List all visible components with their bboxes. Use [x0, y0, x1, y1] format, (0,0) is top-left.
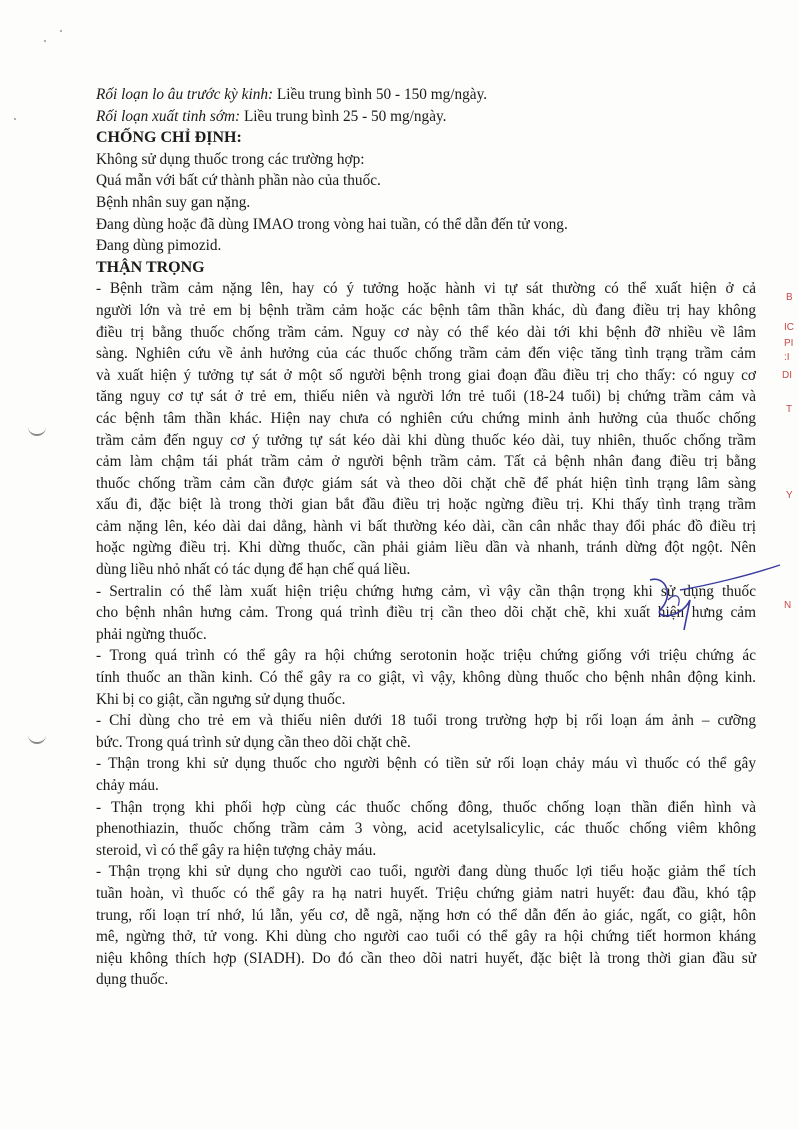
- precaution-line: - Thận trong khi sử dụng thuốc cho người bệnh có tiền sử rối loạn chảy máu vì thuốc có thể gây: [96, 755, 756, 773]
- precaution-line: sàng. Nghiên cứu về ảnh hưởng của các thuốc chống trầm cảm đến việc tăng tình trạng trầm cảm: [96, 345, 756, 363]
- precaution-line: dùng liều nhỏ nhất có tác dụng để hạn chế quá liều.: [96, 561, 411, 579]
- precaution-line: - Trong quá trình có thể gây ra hội chứng serotonin hoặc triệu chứng giống với triệu chứng ác: [96, 647, 756, 665]
- scan-speck: [14, 118, 16, 120]
- precaution-line: phenothiazin, thuốc chống trầm cảm 3 vòng, acid acetylsalicylic, các thuốc chống viêm không: [96, 820, 756, 838]
- precaution-line: bức. Trong quá trình sử dụng cần theo dõi chặt chẽ.: [96, 733, 411, 751]
- contraindication-line: Không sử dụng thuốc trong các trường hợp:: [96, 150, 365, 168]
- precaution-line: trung, rối loạn trí nhớ, lú lẫn, yếu cơ, dễ ngã, nặng hơn có thể dẫn đến ảo giác, ngất, co giật, hôn: [96, 906, 756, 924]
- contraindication-line: Đang dùng hoặc đã dùng IMAO trong vòng hai tuần, có thể dẫn đến tử vong.: [96, 215, 568, 233]
- precaution-line: trầm cảm đến nguy cơ ý tưởng tự sát kéo dài khi dùng thuốc kéo dài, tuy nhiên, thuốc chống trầm: [96, 431, 756, 449]
- precaution-line: cảm nặng lên, kéo dài dai dẳng, hành vi bất thường kéo dài, cần cân nhắc thay đổi phác đồ điều trị: [96, 517, 756, 535]
- contraindication-line: Quá mẫn với bất cứ thành phần nào của thuốc.: [96, 172, 381, 190]
- contraindications-list: [96, 149, 756, 257]
- stamp-fragment: T: [786, 404, 793, 415]
- precaution-line: điều trị bằng thuốc chống trầm cảm. Nguy cơ này có thể kéo dài tới khi bệnh đỡ nhiều về lâm: [96, 323, 756, 341]
- contraindications-heading: CHỐNG CHỈ ĐỊNH:: [96, 129, 242, 147]
- stamp-fragment: PI: [784, 338, 794, 349]
- dosage-text: Liều trung bình 25 - 50 mg/ngày.: [240, 107, 447, 125]
- binder-hole-top: [28, 420, 46, 436]
- dosage-line: [96, 84, 756, 106]
- precaution-line: chảy máu.: [96, 777, 159, 794]
- document-body: [96, 84, 756, 991]
- stamp-fragment: Y: [786, 490, 793, 501]
- precaution-line: Khi bị co giật, cần ngưng sử dụng thuốc.: [96, 690, 346, 708]
- scan-speck: [44, 40, 46, 42]
- dosage-line: [96, 106, 756, 128]
- precaution-line: tuần hoàn, vì thuốc có thể gây ra hạ natri huyết. Triệu chứng giảm natri huyết: đau đầu, khó tập: [96, 884, 756, 902]
- precaution-line: mê, ngừng thở, tử vong. Khi dùng cho người cao tuổi có thể gây ra hội chứng tiết hormon kháng: [96, 928, 756, 946]
- dosage-label: Rối loạn xuất tinh sớm:: [96, 107, 241, 125]
- signature-mark: [620, 570, 799, 650]
- precaution-line: - Sertralin có thể làm xuất hiện triệu chứng hưng cảm, vì vậy cần thận trọng khi sử dụng thuốc: [96, 582, 756, 600]
- stamp-fragment: DI: [782, 370, 792, 381]
- scan-speck: [60, 30, 62, 32]
- precaution-line: - Chỉ dùng cho trẻ em và thiếu niên dưới 18 tuổi trong trường hợp bị rối loạn ám ảnh – cưỡng: [96, 712, 756, 730]
- precaution-line: - Thận trọng khi sử dụng cho người cao tuổi, người đang dùng thuốc lợi tiểu hoặc giảm thể tích: [96, 863, 756, 881]
- precaution-line: người lớn và trẻ em bị bệnh trầm cảm hoặc các bệnh tâm thần khác, dù đang điều trị hay không: [96, 301, 756, 319]
- precaution-line: xấu đi, đặc biệt là trong thời gian bắt đầu điều trị hoặc ngừng điều trị. Khi thấy tình trạng trầm: [96, 496, 756, 514]
- precaution-line: cho bệnh nhân hưng cảm. Trong quá trình điều trị cần theo dõi chặt chẽ, khi xuất hiện hưng cảm: [96, 604, 756, 622]
- binder-hole-bottom: [28, 728, 46, 744]
- dosage-section: [96, 84, 756, 127]
- precaution-line: thuốc chống trầm cảm cần được giám sát và theo dõi chặt chẽ để phát hiện tình trạng lâm sàng: [96, 474, 756, 492]
- precaution-line: phải ngừng thuốc.: [96, 625, 207, 643]
- precaution-line: - Bệnh trầm cảm nặng lên, hay có ý tưởng hoặc hành vi tự sát thường có thể xuất hiện ở cả: [96, 280, 756, 298]
- contraindication-line: Bệnh nhân suy gan nặng.: [96, 193, 251, 211]
- precaution-line: hoặc ngừng điều trị. Khi dừng thuốc, cần phải giảm liều dần và nhanh, tránh dừng đột ngột. Nên: [96, 539, 756, 557]
- precaution-line: niệu không thích hợp (SIADH). Do đó cần theo dõi natri huyết, đặc biệt là trong thời gian đầu sử: [96, 949, 756, 967]
- dosage-text: Liều trung bình 50 - 150 mg/ngày.: [273, 86, 488, 103]
- contraindication-line: Đang dùng pimozid.: [96, 237, 222, 255]
- precautions-heading: THẬN TRỌNG: [96, 258, 205, 276]
- stamp-fragment: N: [784, 600, 792, 611]
- stamp-fragment: :I: [784, 352, 790, 363]
- precaution-line: các bệnh tâm thần khác. Hiện nay chưa có nghiên cứu chứng minh ảnh hưởng của thuốc chống: [96, 409, 756, 427]
- precaution-line: dụng thuốc.: [96, 971, 169, 989]
- precaution-line: tăng nguy cơ tự sát ở trẻ em, thiếu niên và người lớn trẻ tuổi (18-24 tuổi) bị chứng trầm cảm và: [96, 388, 756, 406]
- precaution-line: cảm làm chậm tái phát trầm cảm ở người bệnh trầm cảm. Tất cả bệnh nhân đang điều trị bằng: [96, 453, 756, 471]
- precaution-line: tính thuốc an thần kinh. Có thể gây ra co giật, vì vậy, không dùng thuốc cho bệnh nhân động kinh.: [96, 669, 756, 687]
- precaution-line: và xuất hiện ý tưởng tự sát ở một số người bệnh trong giai đoạn đầu điều trị cho thấy: có nguy cơ: [96, 366, 756, 384]
- precaution-line: steroid, vì có thể gây ra hiện tượng chảy máu.: [96, 841, 377, 859]
- stamp-fragment: B: [786, 292, 793, 303]
- stamp-fragment: IC: [784, 322, 794, 333]
- precaution-line: - Thận trọng khi phối hợp cùng các thuốc chống đông, thuốc chống loạn thần điển hình và: [96, 798, 756, 816]
- dosage-label: Rối loạn lo âu trước kỳ kinh:: [96, 86, 274, 103]
